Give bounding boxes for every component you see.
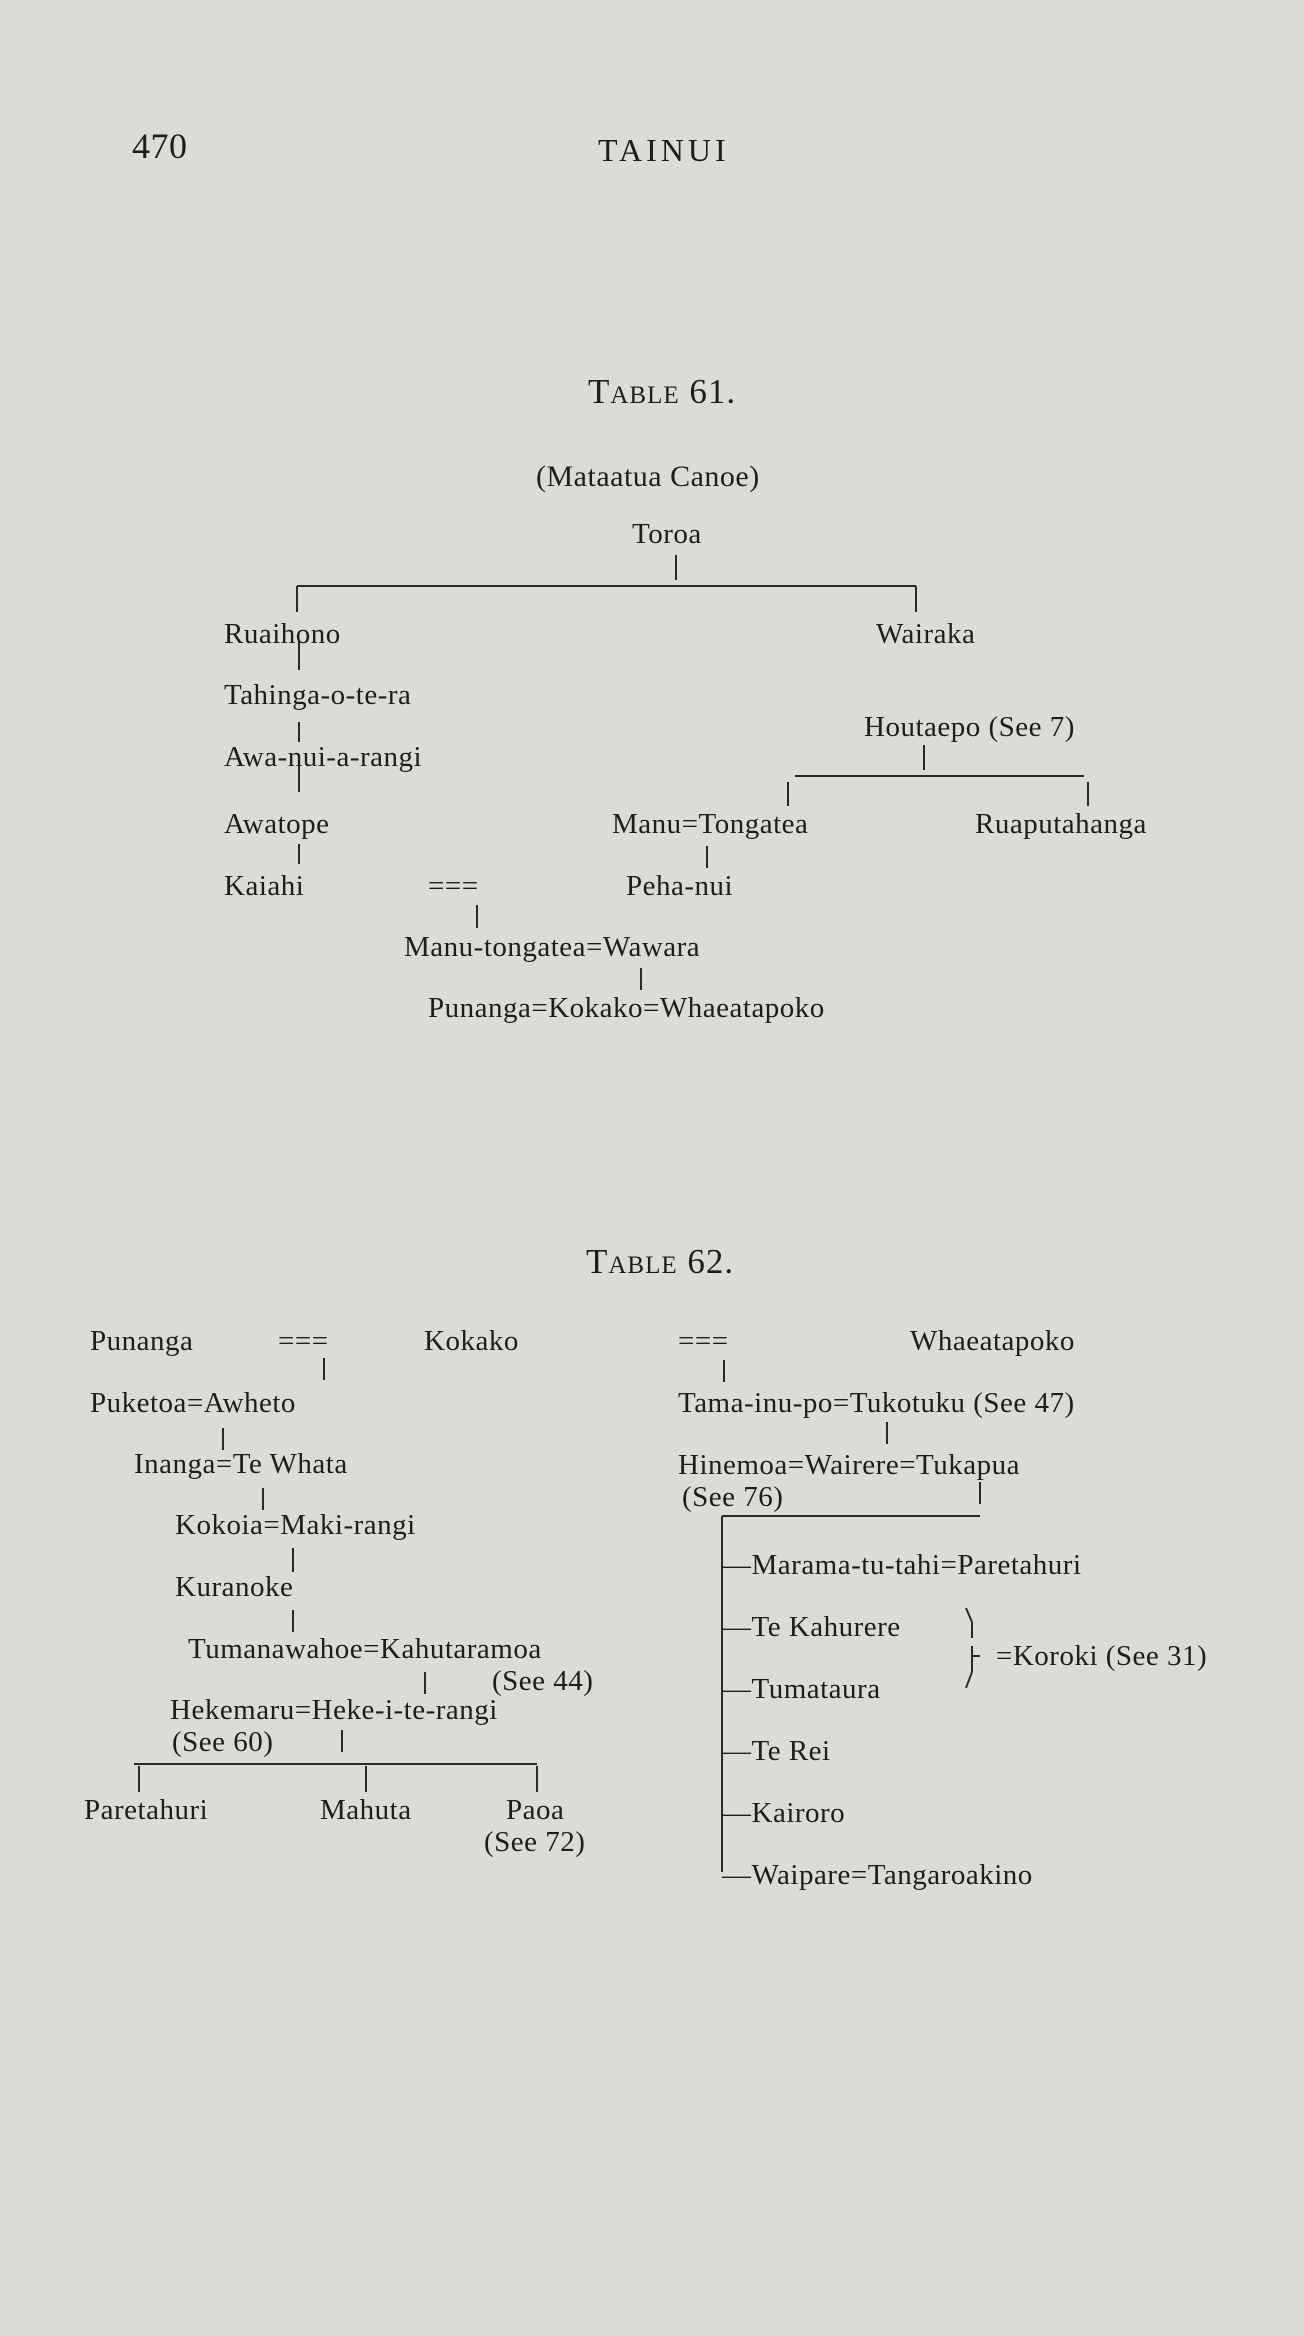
see-44: (See 44) (492, 1665, 594, 1697)
name-koroki: =Koroki (See 31) (996, 1640, 1208, 1672)
name-punanga: Punanga (90, 1325, 194, 1357)
name-kaiahi: Kaiahi (224, 870, 305, 902)
name-wairaka: Wairaka (876, 618, 976, 650)
name-kokoia-maki-rangi: Kokoia=Maki-rangi (175, 1509, 416, 1541)
table-61-title: Table 61. (588, 372, 737, 411)
marriage-sign: === (678, 1325, 729, 1357)
descendant-punanga-kokako: Punanga=Kokako=Whaeatapoko (428, 992, 825, 1024)
name-toroa: Toroa (632, 518, 702, 550)
page-number: 470 (132, 126, 188, 166)
name-ruaihono: Ruaihono (224, 618, 341, 650)
name-kokako: Kokako (424, 1325, 519, 1357)
name-hekemaru-heke-i-te-rangi: Hekemaru=Heke-i-te-rangi (170, 1694, 498, 1726)
name-inanga-te-whata: Inanga=Te Whata (134, 1448, 348, 1480)
name-tama-inu-po: Tama-inu-po=Tukotuku (See 47) (678, 1387, 1075, 1419)
child-te-kahurere: —Te Kahurere (722, 1611, 901, 1643)
child-marama-tu-tahi: —Marama-tu-tahi=Paretahuri (722, 1549, 1082, 1581)
table-61-subtitle: (Mataatua Canoe) (536, 460, 760, 493)
name-awanuiarangi: Awa-nui-a-rangi (224, 741, 423, 773)
child-te-rei: —Te Rei (722, 1735, 831, 1767)
marriage-sign: === (278, 1325, 329, 1357)
child-tumataura: —Tumataura (722, 1673, 881, 1705)
child-waipare-tangaroakino: —Waipare=Tangaroakino (722, 1859, 1033, 1891)
name-paretahuri: Paretahuri (84, 1794, 209, 1826)
name-tumanawahoe-kahutaramoa: Tumanawahoe=Kahutaramoa (188, 1633, 542, 1665)
see-76: (See 76) (682, 1481, 784, 1513)
name-awatope: Awatope (224, 808, 330, 840)
see-60: (See 60) (172, 1726, 274, 1758)
name-whaeatapoko: Whaeatapoko (910, 1325, 1075, 1357)
union-manu-tongatea-wawara: Manu-tongatea=Wawara (404, 931, 701, 963)
brace-top (966, 1608, 972, 1622)
running-title: TAINUI (598, 132, 730, 168)
child-kairoro: —Kairoro (722, 1797, 846, 1829)
see-72: (See 72) (484, 1826, 586, 1858)
table-62-title: Table 62. (586, 1242, 735, 1281)
brace-bottom (966, 1672, 972, 1688)
name-hinemoa-wairere-tukapua: Hinemoa=Wairere=Tukapua (678, 1449, 1020, 1481)
name-mahuta: Mahuta (320, 1794, 412, 1826)
name-peha-nui: Peha-nui (626, 870, 734, 902)
name-tahinga: Tahinga-o-te-ra (224, 679, 412, 711)
name-kuranoke: Kuranoke (175, 1571, 294, 1603)
name-puketoa-awheto: Puketoa=Awheto (90, 1387, 296, 1419)
marriage-sign: === (428, 870, 479, 902)
name-houtaepo: Houtaepo (See 7) (864, 711, 1075, 743)
name-manu-tongatea: Manu=Tongatea (612, 808, 809, 840)
name-ruaputahanga: Ruaputahanga (975, 808, 1147, 840)
name-paoa: Paoa (506, 1794, 565, 1826)
